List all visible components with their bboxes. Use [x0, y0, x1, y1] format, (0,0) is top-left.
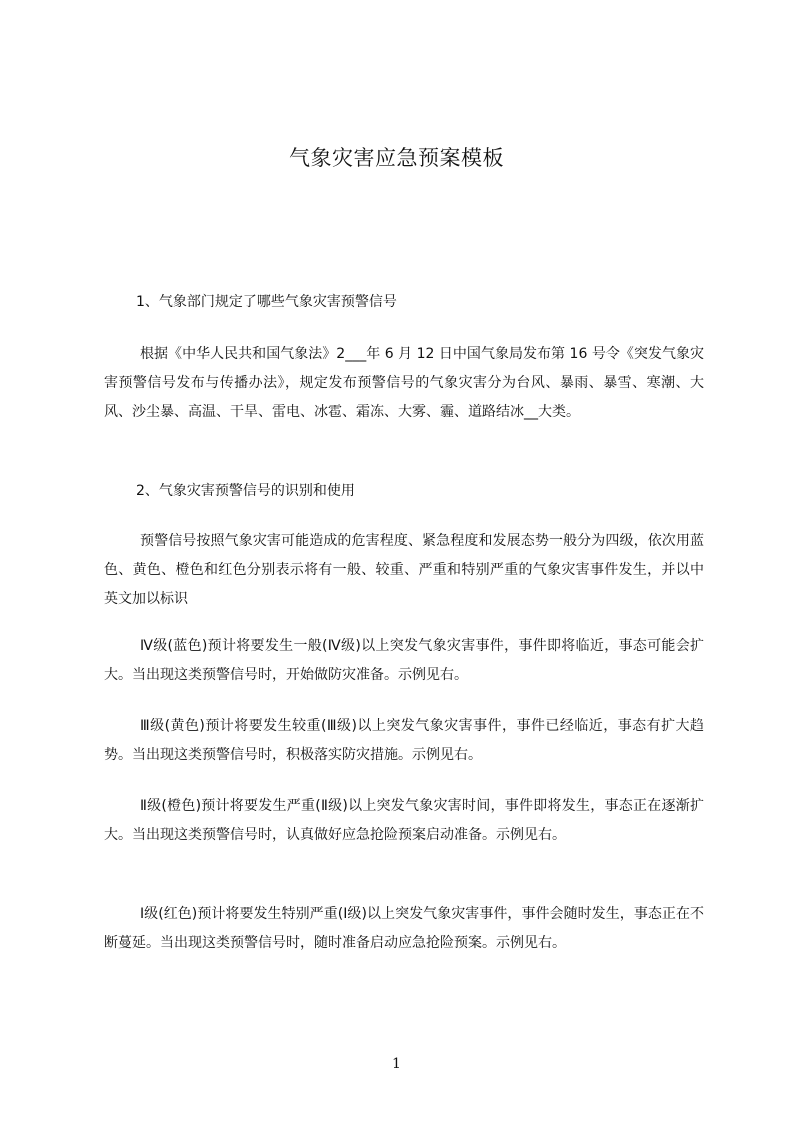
section-2-intro-paragraph: 预警信号按照气象灾害可能造成的危害程度、紧急程度和发展态势一般分为四级，依次用蓝色、黄色、橙色和红色分别表示将有一般、较重、严重和特别严重的气象灾害事件发生，并以中英文加以标识 [104, 533, 704, 607]
section-1-heading: 1、气象部门规定了哪些气象灾害预警信号 [136, 294, 397, 310]
section-1-paragraph: 根据《中华人民共和国气象法》2___年 6 月 12 日中国气象局发布第 16 号令《突发气象灾害预警信号发布与传播办法》，规定发布预警信号的气象灾害分为台风、暴雨、暴雪、寒潮、大风、沙尘暴、高温、干旱、雷电、冰雹、霜冻、大雾、霾、道路结冰__大类。 [104, 346, 704, 420]
level-3-yellow-paragraph: Ⅲ级(黄色)预计将要发生较重(Ⅲ级)以上突发气象灾害事件，事件已经临近，事态有扩大趋势。当出现这类预警信号时，积极落实防灾措施。示例见右。 [104, 718, 704, 763]
section-2-heading: 2、气象灾害预警信号的识别和使用 [136, 483, 355, 499]
level-1-red-paragraph: Ⅰ级(红色)预计将要发生特别严重(Ⅰ级)以上突发气象灾害事件，事件会随时发生，事态正在不断蔓延。当出现这类预警信号时，随时准备启动应急抢险预案。示例见右。 [104, 906, 704, 951]
level-4-blue-paragraph: Ⅳ级(蓝色)预计将要发生一般(Ⅳ级)以上突发气象灾害事件，事件即将临近，事态可能会扩大。当出现这类预警信号时，开始做防灾准备。示例见右。 [104, 638, 704, 683]
document-title: 气象灾害应急预案模板 [289, 146, 504, 170]
page-number: 1 [392, 1056, 401, 1072]
level-2-orange-paragraph: Ⅱ级(橙色)预计将要发生严重(Ⅱ级)以上突发气象灾害时间，事件即将发生，事态正在逐渐扩大。当出现这类预警信号时，认真做好应急抢险预案启动准备。示例见右。 [104, 798, 704, 843]
